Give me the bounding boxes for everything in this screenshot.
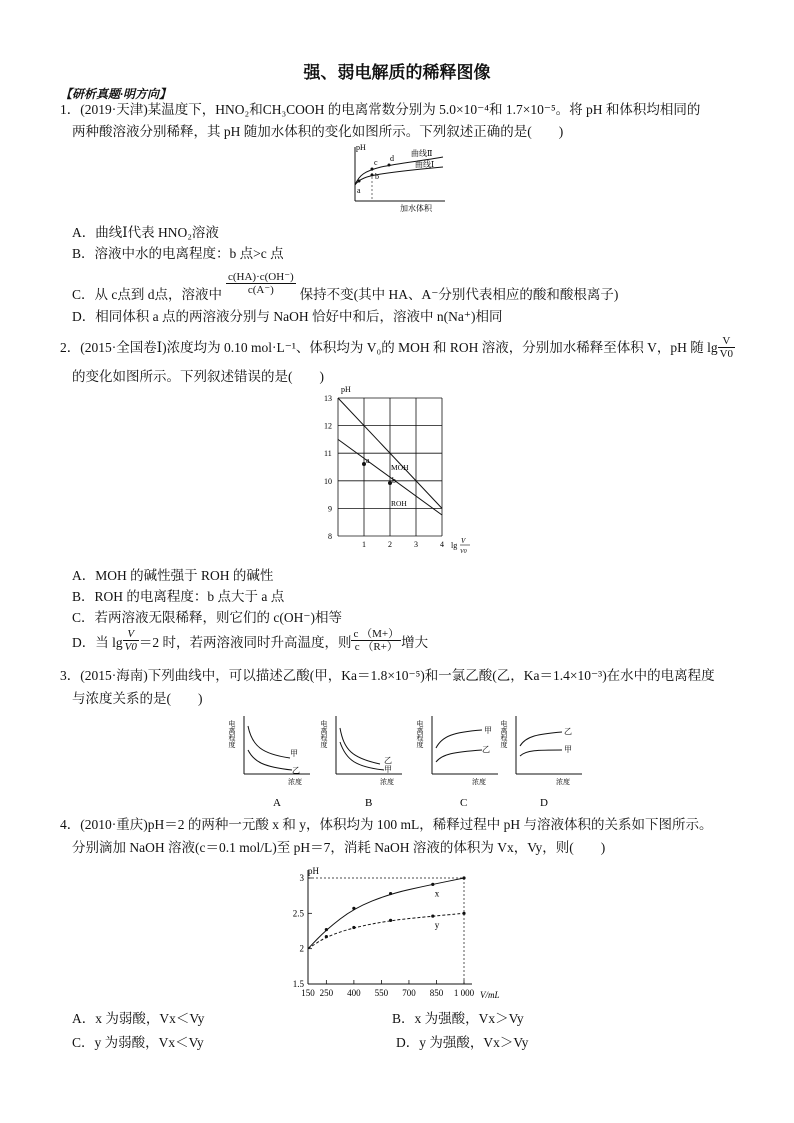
q2-option-d-frac2 bbox=[351, 628, 401, 653]
q3-d-curve-top bbox=[520, 732, 562, 746]
q3-d-label-top: 乙 bbox=[564, 727, 572, 736]
q1-curve-1 bbox=[355, 167, 443, 185]
q3-a-curve-top bbox=[248, 726, 290, 758]
q4-point-x bbox=[431, 883, 434, 886]
q4-point-y bbox=[325, 935, 328, 938]
q2-option-d-num: V bbox=[123, 628, 139, 641]
q4-xtick-label: 400 bbox=[347, 988, 361, 998]
q1-point-a bbox=[358, 180, 361, 183]
q4-point-x bbox=[352, 907, 355, 910]
q2-stem-line1 bbox=[60, 335, 735, 360]
q1-option-c-num: c(HA)·c(OH⁻) bbox=[228, 270, 294, 283]
q2-option-d-den: V0 bbox=[124, 641, 137, 653]
q3-b-letter: B bbox=[365, 797, 373, 809]
q4-xtick-label: 250 bbox=[319, 988, 334, 998]
q1-label-d: d bbox=[390, 154, 394, 163]
q3-c-curve-bottom bbox=[436, 750, 482, 762]
q1-option-d[interactable]: D．相同体积 a 点的两溶液分别与 NaOH 恰好中和后，溶液中 n(Na⁺)相同 bbox=[72, 309, 503, 324]
q1-stem-line2: 两种酸溶液分别稀释，其 pH 随加水体积的变化如图所示。下列叙述正确的是( ) bbox=[72, 124, 564, 139]
q4-point-y bbox=[431, 915, 434, 918]
q2-ytick: 12 bbox=[324, 421, 332, 431]
q2-stem-den: V0 bbox=[719, 348, 734, 360]
q4-point-y bbox=[462, 912, 465, 915]
q2-ytick: 11 bbox=[324, 449, 332, 459]
q4-option-d[interactable]: D．y 为强酸，Vx＞Vy bbox=[396, 1035, 529, 1050]
q3-a-letter: A bbox=[273, 797, 281, 809]
q4-point-y bbox=[389, 919, 392, 922]
q2-option-b[interactable]: B．ROH 的电离程度：b 点大于 a 点 bbox=[72, 589, 285, 604]
q2-xlabel-den: V0 bbox=[460, 549, 467, 555]
q4-xtick-label: 1 000 bbox=[453, 988, 475, 998]
q2-label-ROH: ROH bbox=[391, 499, 407, 508]
section-label: 【研析真题·明方向】 bbox=[60, 87, 172, 101]
q4-series-line-y bbox=[308, 913, 464, 948]
q1-option-a[interactable]: A．曲线Ⅰ代表 HNO₂溶液 bbox=[72, 225, 219, 240]
q2-xtick: 4 bbox=[440, 540, 444, 549]
q3-d-letter: D bbox=[540, 797, 548, 809]
q4-ytick-label: 3 bbox=[299, 873, 304, 883]
q3-d-ylabel: 电离程度 bbox=[500, 720, 508, 748]
q4-xtick-label: 150 bbox=[301, 988, 315, 998]
q3-panel-a bbox=[228, 716, 310, 809]
q2-ytick: 13 bbox=[324, 394, 332, 403]
q1-stem-line1: 1．(2019·天津)某温度下，HNO₂和CH₃COOH 的电离常数分别为 5.0×10⁻⁴和 1.7×10⁻⁵。将 pH 和体积均相同的 bbox=[60, 102, 701, 117]
q3-b-xlabel: 浓度 bbox=[380, 778, 394, 786]
q3-c-xlabel: 浓度 bbox=[472, 778, 486, 786]
q3-a-xlabel: 浓度 bbox=[288, 778, 302, 786]
q1-option-c[interactable] bbox=[72, 263, 618, 303]
q3-a-label-top: 甲 bbox=[290, 749, 298, 758]
q1-option-c-post: 保持不变(其中 HA、A⁻分别代表相应的酸和酸根离子) bbox=[299, 287, 619, 302]
q2-option-d[interactable] bbox=[72, 628, 428, 653]
q4-ytick-label: 2.5 bbox=[292, 908, 304, 919]
q2-option-c[interactable]: C．若两溶液无限稀释，则它们的 c(OH⁻)相等 bbox=[72, 610, 342, 625]
q4-option-a[interactable]: A．x 为弱酸，Vx＜Vy bbox=[72, 1011, 205, 1026]
q2-ytick: 8 bbox=[328, 532, 332, 541]
q2-stem-fraction bbox=[718, 335, 735, 360]
q2-option-d-post: 增大 bbox=[401, 634, 429, 650]
q3-panel-d bbox=[500, 716, 582, 809]
q4-point-x bbox=[389, 892, 392, 895]
q4-series-line-x bbox=[308, 878, 464, 949]
q3-panel-b bbox=[320, 716, 402, 809]
q4-point-x bbox=[462, 876, 465, 879]
q3-b-label-bottom: 甲 bbox=[384, 765, 392, 774]
q3-figure bbox=[230, 712, 570, 810]
q3-stem-line1: 3．(2015·海南)下列曲线中，可以描述乙酸(甲，Ka＝1.8×10⁻⁵)和一氯乙酸(乙，Ka＝1.4×10⁻³)在水中的电离程度 bbox=[60, 668, 715, 683]
q4-option-b[interactable]: B．x 为强酸，Vx＞Vy bbox=[392, 1011, 524, 1026]
q1-point-b bbox=[371, 174, 374, 177]
q2-option-d-frac1 bbox=[123, 628, 139, 653]
q2-option-d-den2: c （R+） bbox=[354, 641, 398, 653]
q2-ylabel: pH bbox=[341, 385, 351, 394]
q4-ylabel: pH bbox=[308, 866, 319, 876]
q1-xlabel: 加水体积 bbox=[400, 204, 432, 213]
q3-c-label-top: 甲 bbox=[484, 726, 492, 735]
page-title: 强、弱电解质的稀释图像 bbox=[303, 63, 491, 83]
q2-option-d-pre: D．当 lg bbox=[72, 634, 123, 650]
q4-xtick-label: 850 bbox=[429, 988, 444, 998]
q1-option-c-den: c(A⁻) bbox=[247, 283, 274, 296]
q4-ytick-label: 1.5 bbox=[292, 979, 304, 989]
q1-point-c bbox=[371, 168, 374, 171]
q1-label-a: a bbox=[357, 186, 361, 195]
q3-c-ylabel: 电离程度 bbox=[416, 720, 424, 748]
q2-xtick: 1 bbox=[362, 540, 366, 549]
q3-d-xlabel: 浓度 bbox=[556, 778, 570, 786]
q3-a-label-bottom: 乙 bbox=[292, 766, 300, 775]
q2-stem-text: 2．(2015·全国卷Ⅰ)浓度均为 0.10 mol·L⁻¹、体积均为 V₀的 MOH 和 ROH 溶液，分别加水稀释至体积 V，pH 随 lg bbox=[60, 339, 718, 355]
q3-d-label-bottom: 甲 bbox=[564, 745, 572, 754]
q3-b-ylabel: 电离程度 bbox=[320, 720, 328, 748]
q3-b-label-top: 乙 bbox=[384, 756, 392, 765]
q3-stem-line2: 与浓度关系的是( ) bbox=[72, 691, 203, 706]
q4-xtick-label: 550 bbox=[374, 988, 389, 998]
q4-stem-line1: 4．(2010·重庆)pH＝2 的两种一元酸 x 和 y，体积均为 100 mL，稀释过程中 pH 与溶液体积的关系如下图所示。 bbox=[60, 817, 713, 832]
q4-xlabel: V/mL bbox=[480, 990, 500, 1000]
q3-a-ylabel: 电离程度 bbox=[228, 720, 236, 748]
q2-xlabel-lg: lg bbox=[451, 541, 458, 550]
q3-b-curve-top bbox=[340, 728, 380, 764]
q4-stem-line2: 分别滴加 NaOH 溶液(c＝0.1 mol/L)至 pH＝7，消耗 NaOH 溶液的体积为 Vx，Vy，则( ) bbox=[72, 840, 606, 855]
q1-point-d bbox=[388, 164, 391, 167]
q2-grid bbox=[338, 398, 442, 536]
q4-series-label-x: x bbox=[434, 888, 440, 899]
q4-option-c[interactable]: C．y 为弱酸，Vx＜Vy bbox=[72, 1035, 204, 1050]
q1-option-c-pre: C．从 c点到 d点，溶液中 bbox=[72, 287, 222, 302]
q1-label-b: b bbox=[375, 172, 379, 181]
q4-point-y bbox=[352, 926, 355, 929]
q3-d-curve-bottom bbox=[520, 750, 562, 756]
q1-ylabel: pH bbox=[356, 143, 366, 152]
q2-ytick: 9 bbox=[328, 504, 332, 514]
q3-panel-c bbox=[416, 716, 498, 809]
q2-figure bbox=[318, 384, 478, 564]
q4-ytick-label: 2 bbox=[299, 943, 304, 954]
q4-point-x bbox=[325, 928, 328, 931]
q2-ytick: 10 bbox=[324, 476, 332, 486]
q2-stem-num: V bbox=[718, 335, 735, 348]
q3-c-letter: C bbox=[460, 797, 468, 809]
q2-option-d-mid: ＝2 时，若两溶液同时升高温度，则 bbox=[138, 634, 352, 650]
q1-option-c-fraction bbox=[226, 271, 296, 296]
q3-c-curve-top bbox=[436, 730, 482, 748]
q1-label-curve1: 曲线Ⅰ bbox=[415, 160, 435, 169]
q2-label-b: b bbox=[392, 476, 396, 485]
q1-label-curve2: 曲线Ⅱ bbox=[411, 149, 433, 158]
q4-xtick-label: 700 bbox=[402, 988, 416, 998]
q2-stem-line2: 的变化如图所示。下列叙述错误的是( ) bbox=[72, 369, 324, 384]
q1-figure bbox=[345, 141, 455, 215]
q3-c-label-bottom: 乙 bbox=[482, 745, 490, 754]
q2-label-MOH: MOH bbox=[391, 463, 409, 472]
q1-label-c: c bbox=[374, 158, 378, 167]
q2-xlabel-num: V bbox=[461, 537, 466, 545]
q2-label-a: a bbox=[366, 456, 370, 465]
q1-option-b[interactable]: B．溶液中水的电离程度：b 点>c 点 bbox=[72, 246, 284, 261]
q2-option-d-num2: c （M+） bbox=[353, 628, 400, 640]
q4-series-label-y: y bbox=[434, 920, 440, 931]
q2-option-a[interactable]: A．MOH 的碱性强于 ROH 的碱性 bbox=[72, 568, 274, 583]
q2-xtick: 2 bbox=[388, 540, 392, 549]
q2-xtick: 3 bbox=[414, 540, 418, 549]
q4-chart bbox=[280, 862, 520, 1002]
